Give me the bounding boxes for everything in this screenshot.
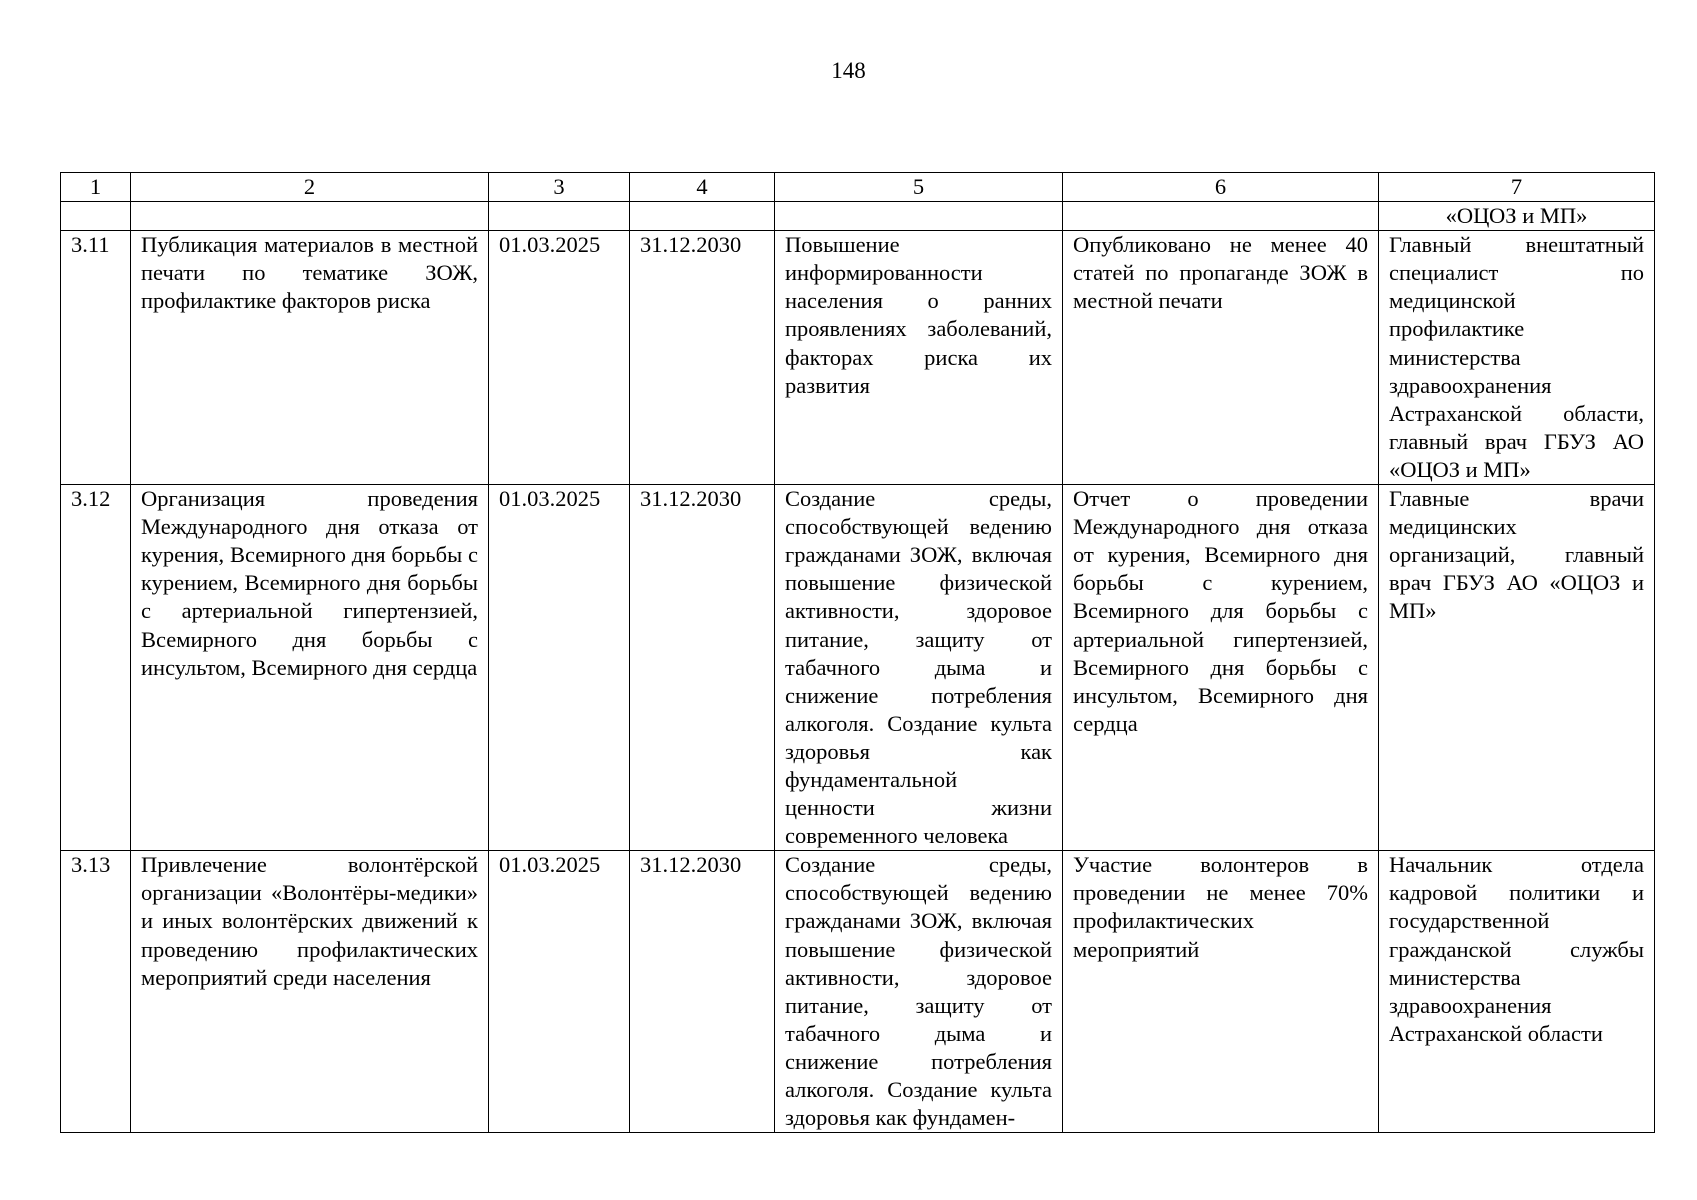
continuation-cell [630, 202, 775, 231]
column-number-1: 1 [61, 173, 131, 202]
responsible-cell: Главные врачи медицинских организаций, главный врач ГБУЗ АО «ОЦОЗ и МП» [1379, 485, 1655, 851]
end-date-cell: 31.12.2030 [630, 231, 775, 485]
column-number-5: 5 [775, 173, 1063, 202]
responsible-cell: Главный внештатный специалист по медицинской профилактике министерства здравоохранения Астраханской области, главный врач ГБУЗ АО «ОЦОЗ и МП» [1379, 231, 1655, 485]
end-date-cell: 31.12.2030 [630, 851, 775, 1133]
continuation-cell [489, 202, 630, 231]
indicator-cell: Опубликовано не менее 40 статей по пропаганде ЗОЖ в местной печати [1063, 231, 1379, 485]
result-cell: Создание среды, способствующей ведению гражданами ЗОЖ, включая повышение физической активности, здоровое питание, защиту от табачного дыма и снижение потребления алкоголя. Создание культа здоровья как фундаментальной ценности жизни современного человека [775, 485, 1063, 851]
table-row [61, 851, 1655, 1133]
activity-cell: Публикация материалов в местной печати по тематике ЗОЖ, профилактике факторов риска [131, 231, 489, 485]
table-header-row [61, 173, 1655, 202]
start-date-cell: 01.03.2025 [489, 231, 630, 485]
action-plan-table [60, 172, 1655, 1133]
column-number-2: 2 [131, 173, 489, 202]
continuation-cell [775, 202, 1063, 231]
result-cell: Создание среды, способствующей ведению гражданами ЗОЖ, включая повышение физической активности, здоровое питание, защиту от табачного дыма и снижение потребления алкоголя. Создание культа здоровья как фундамен- [775, 851, 1063, 1133]
responsible-cell: Начальник отдела кадровой политики и государственной гражданской службы министерства здравоохранения Астраханской области [1379, 851, 1655, 1133]
page-number: 148 [831, 58, 866, 83]
column-number-7: 7 [1379, 173, 1655, 202]
continuation-cell [131, 202, 489, 231]
start-date-cell: 01.03.2025 [489, 851, 630, 1133]
row-number: 3.11 [61, 231, 131, 485]
continuation-cell [61, 202, 131, 231]
continuation-cell [1063, 202, 1379, 231]
column-number-3: 3 [489, 173, 630, 202]
table-row [61, 231, 1655, 485]
activity-cell: Организация проведения Международного дня отказа от курения, Всемирного дня борьбы с курением, Всемирного дня борьбы с артериальной гипертензией, Всемирного дня борьбы с инсультом, Всемирного дня сердца [131, 485, 489, 851]
column-number-4: 4 [630, 173, 775, 202]
activity-cell: Привлечение волонтёрской организации «Волонтёры-медики» и иных волонтёрских движений к проведению профилактических мероприятий среди населения [131, 851, 489, 1133]
indicator-cell: Отчет о проведении Международного дня отказа от курения, Всемирного дня борьбы с курением, Всемирного для борьбы с артериальной гипертензией, Всемирного дня борьбы с инсультом, Всемирного дня сердца [1063, 485, 1379, 851]
row-number: 3.12 [61, 485, 131, 851]
column-number-6: 6 [1063, 173, 1379, 202]
result-cell: Повышение информированности населения о ранних проявлениях заболеваний, факторах риска их развития [775, 231, 1063, 485]
indicator-cell: Участие волонтеров в проведении не менее 70% профилактических мероприятий [1063, 851, 1379, 1133]
start-date-cell: 01.03.2025 [489, 485, 630, 851]
continuation-row [61, 202, 1655, 231]
continuation-responsible: «ОЦОЗ и МП» [1379, 202, 1655, 231]
end-date-cell: 31.12.2030 [630, 485, 775, 851]
row-number: 3.13 [61, 851, 131, 1133]
table-row [61, 485, 1655, 851]
